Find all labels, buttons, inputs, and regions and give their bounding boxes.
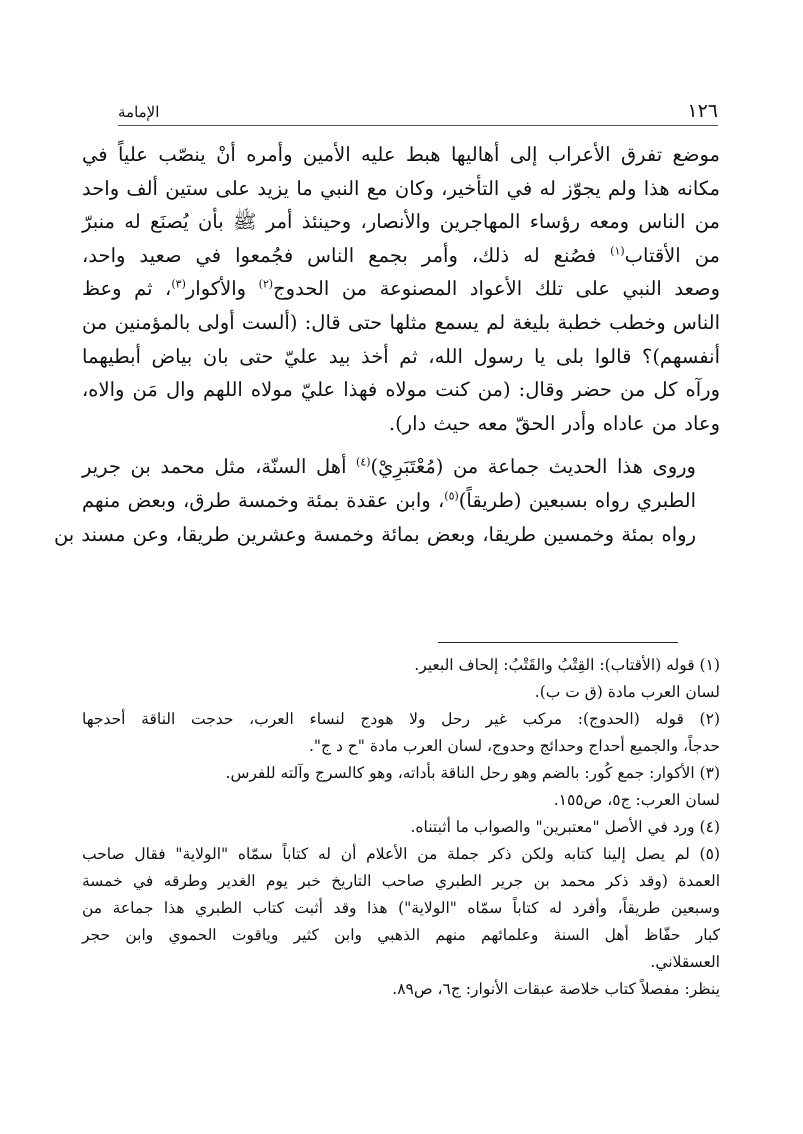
text-segment: وصعد النبي على تلك الأعواد المصنوعة من الحدوج	[273, 277, 720, 301]
text-line: مكانه هذا ولم يجوّز له في التأخير، وكان مع النبي ما يزيد على ستين ألف واحد	[82, 176, 720, 200]
footnote-separator	[438, 642, 678, 643]
text-line	[82, 450, 720, 484]
text-segment: أهل السنّة، مثل محمد بن جرير	[82, 455, 357, 479]
running-title: الإمامة	[118, 103, 160, 121]
text-segment: الطبري رواه بسبعين (طريقاً)	[458, 488, 696, 512]
footnote-marker-5[interactable]: (٥)	[444, 489, 459, 503]
footnote-marker-2[interactable]: (٢)	[258, 277, 274, 291]
footnote-5	[82, 841, 720, 1003]
footnote-line: حدجاً، والجميع أحداج وحدائج وحدوج، لسان العرب مادة "ح د ج".	[308, 737, 720, 755]
footnote-line: (٢) قوله (الحدوج): مركب غير رحل ولا هودج لنساء العرب، حدجت الناقة أحدجها	[82, 710, 720, 728]
text-segment: من الأقتاب	[624, 243, 720, 267]
text-segment: ، وابن عقدة بمئة وخمسة طرق، وبعض منهم	[82, 488, 445, 512]
footnote-3	[82, 760, 720, 814]
footnote-line: لسان العرب: ج٥، ص١٥٥.	[553, 791, 720, 809]
footnote-line: العسقلاني.	[650, 953, 720, 971]
footnote-line: كبار حفّاظ أهل السنة وعلمائهم منهم الذهبي وابن كثير وياقوت الحموي وابن حجر	[82, 926, 720, 944]
text-segment: والأكوار	[185, 277, 259, 301]
footnote-line: (٣) الأكوار: جمع كُور: بالضم وهو رحل الناقة بأداته، وهو كالسرج وآلته للفرس.	[225, 764, 720, 782]
footnote-line: العمدة (وقد ذكر محمد بن جرير الطبري صاحب التاريخ خبر يوم الغدير وطرقه في خمسة	[82, 872, 720, 890]
footnote-marker-3[interactable]: (٣)	[171, 277, 186, 291]
text-line: أنفسهم)؟ قالوا بلى يا رسول الله، ثم أخذ بيد عليّ حتى بان بياض أبطيهما	[82, 344, 720, 368]
footnote-line: ينظر: مفصلاً كتاب خلاصة عبقات الأنوار: ج٦، ص٨٩.	[392, 980, 720, 998]
page-number: ١٢٦	[687, 100, 718, 122]
footnote-marker-4[interactable]: (٤)	[356, 455, 371, 469]
text-line: وعاد من عاداه وأدر الحقّ معه حيث دار).	[388, 411, 720, 435]
footnote-marker-1[interactable]: (١)	[610, 244, 625, 258]
text-segment: فصُنع له ذلك، وأمر بجمع الناس فجُمعوا في صعيد واحد،	[82, 243, 611, 267]
text-line: موضع تفرق الأعراب إلى أهاليها هبط عليه الأمين وأمره أنْ ينصّب علياً في	[82, 143, 720, 166]
text-line	[82, 272, 720, 306]
footnote-line: لسان العرب مادة (ق ت ب).	[534, 683, 720, 701]
footnote-1	[82, 652, 720, 706]
text-line	[82, 484, 720, 518]
header-rule	[118, 125, 718, 126]
footnotes	[82, 652, 720, 1003]
text-line	[82, 239, 720, 273]
footnote-line: (٤) ورد في الأصل "معتبرين" والصواب ما أثبتناه.	[410, 818, 720, 836]
text-segment: ، ثم وعظ	[82, 277, 172, 301]
page-header	[118, 92, 718, 124]
main-text	[53, 138, 720, 551]
text-segment: وروى هذا الحديث جماعة من (مُعْتَبَرِيْ)	[370, 455, 696, 479]
footnote-line: (٥) لم يصل إلينا كتابه ولكن ذكر جملة من الأعلام أن له كتاباً سمّاه "الولاية" فقال صاحب	[82, 845, 720, 863]
text-line: رواه بمئة وخمسين طريقا، وبعض بمائة وخمسة وعشرين طريقا، وعن مسند بن	[53, 522, 696, 546]
footnote-4	[82, 814, 720, 841]
footnote-2	[82, 706, 720, 760]
footnote-line: (١) قوله (الأقتاب): القِتْبُ والقَتْبُ: إلحاف البعير.	[414, 656, 720, 674]
footnote-line: وسبعين طريقاً، وأفرد له كتاباً سمّاه "الولاية") هذا وقد أثبت كتاب الطبري هذا جماعة من	[82, 899, 720, 917]
text-line: ورآه كل من حضر وقال: (من كنت مولاه فهذا عليّ مولاه اللهم وال مَن والاه،	[82, 378, 720, 402]
text-line: الناس وخطب خطبة بليغة لم يسمع مثلها حتى قال: (ألست أولى بالمؤمنين من	[82, 310, 720, 334]
paragraph-2	[53, 450, 720, 551]
paragraph-1	[82, 138, 720, 440]
text-line: من الناس ومعه رؤساء المهاجرين والأنصار، وحينئذ أمر ﷺ بأن يُصنَع له منبرّ	[82, 210, 720, 234]
